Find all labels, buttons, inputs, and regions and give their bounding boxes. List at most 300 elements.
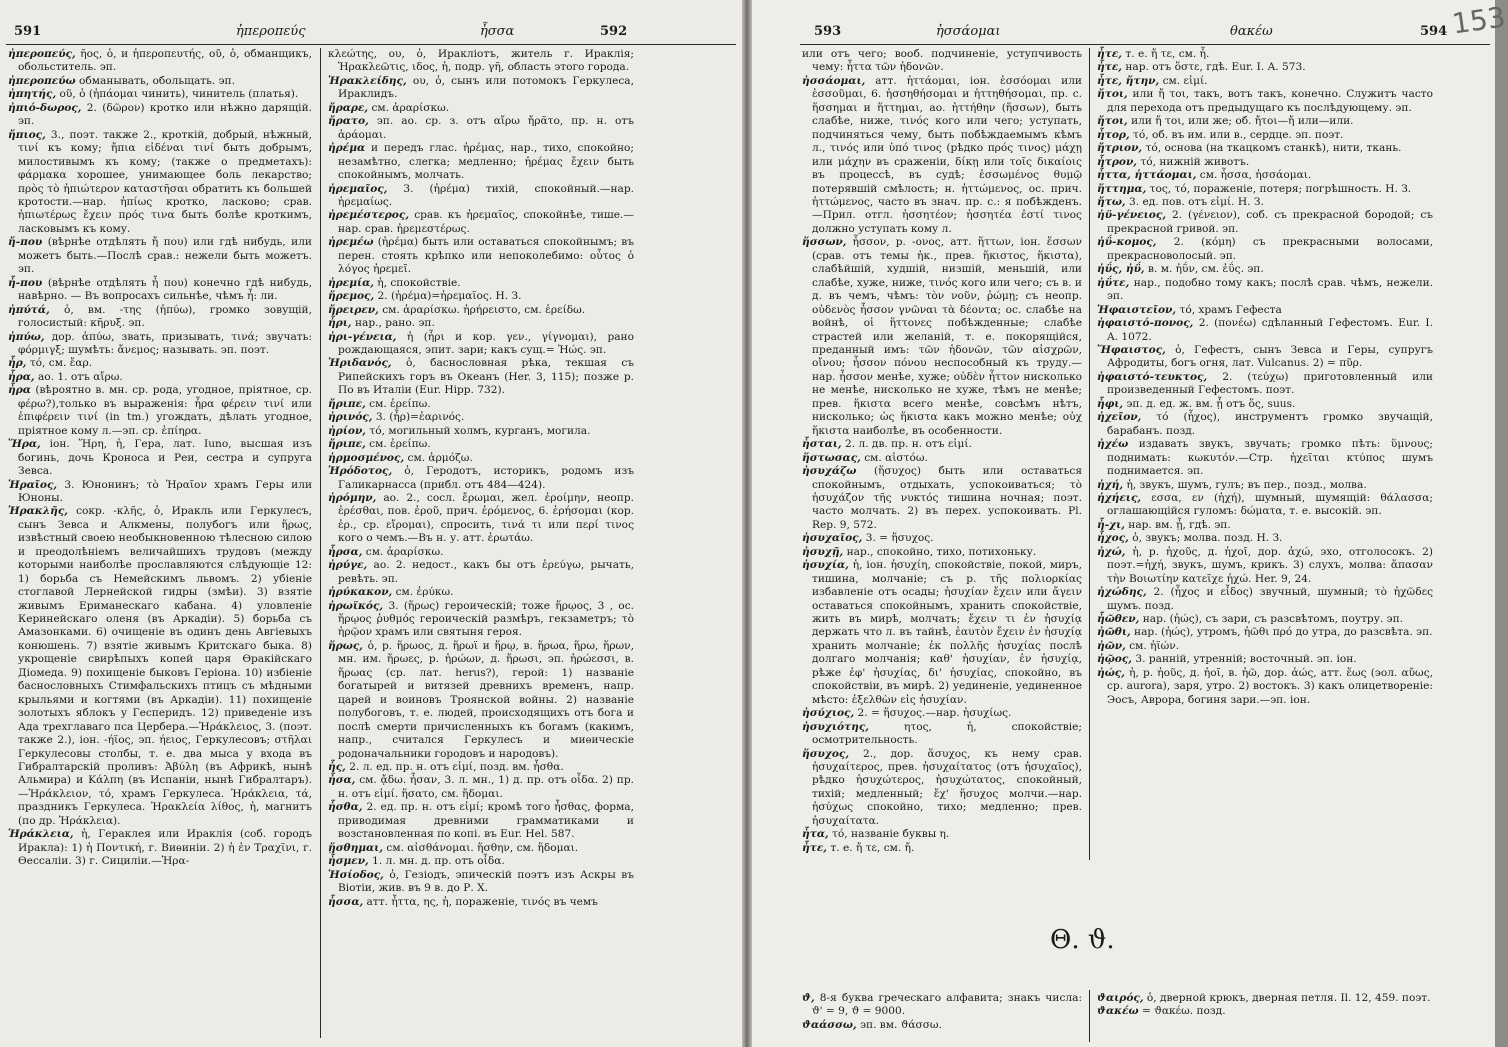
dictionary-entry [1097,626,1433,639]
entry-definition: τος, τό, пораженіе, потеря; погрѣшность. Н. З. [1149,182,1412,195]
right-page-column-2 [1097,48,1433,858]
entry-definition: 8-я буква греческаго алфавита; знакъ числа: ϑ' = 9, ϑ = 9000. [812,992,1083,1018]
entry-headword: ἦτε, [1097,61,1122,74]
entry-headword: ἦρι, [328,317,352,330]
entry-headword: ἠῶν, [1097,639,1126,652]
entry-headword: ἤτω, [1097,195,1126,208]
dictionary-entry [802,546,1082,559]
entry-definition: ὁ, Гезіодъ, эпическій поэтъ изъ Аскры въ Віотіи, жив. въ 9 в. до Р. Х. [338,868,634,895]
entry-definition: 2. = ἥσυχος.—нар. ἡσυχίως. [857,707,1012,720]
dictionary-entry [328,842,634,855]
entry-definition: см. ᾄδω. ἦσαν, 3. л. мн., 1) д. пр. отъ οἶδα. 2) пр. н. отъ εἰμί. ἥσατο, см. ἥδομαι. [338,774,634,800]
entry-headword: ἠῶθι, [1097,626,1131,639]
entry-headword: Ἥφαιστος, [1097,343,1166,356]
page-number-592: 592 [600,24,628,39]
dictionary-entry [328,398,634,411]
page-number-594: 594 [1420,24,1448,39]
entry-headword: ἠπύω, [8,330,45,343]
entry-definition: эп. ао. ср. з. отъ αἴρω ἤρᾶτο, пр. н. отъ ἀράομαι. [338,115,634,141]
dictionary-entry [328,142,634,182]
entry-definition: ητος, ἡ, спокойствіе; осмотрительность. [812,720,1082,747]
entry-definition: (вѣрнѣе отдѣлять ἤ που) или гдѣ нибудь, или можетъ быть.—Послѣ срав.: нежели быть можетъ. эп. [18,236,312,276]
dictionary-entry [802,465,1082,532]
dictionary-entry [1097,398,1433,411]
dictionary-entry [328,452,634,465]
page-number-593: 593 [814,24,842,39]
dictionary-entry [8,371,312,384]
column-divider [1089,48,1090,860]
entry-headword: ἡσσάομαι, [802,74,866,87]
entry-definition: (вѣроятно в. мн. ср. рода, угодное, пріятное, ср. φέρω?),только въ выраженія: ἦρα φέρειν τινί или ἐπιφέρειν τινί (in tm.) угождать, дѣлать угодное, пріятное кому л.—эп. ср. ἐπίηρα. [18,384,312,437]
entry-definition: см. αἰσθάνομαι. ἥσθην, см. ἥδομαι. [386,841,579,854]
column-divider [320,48,321,1038]
entry-headword: ᾔσθημαι, [328,841,384,854]
entry-definition: 3., поэт. также 2., кроткій, добрый, нѣжный, τινί къ кому; ἤπια εἰδέναι τινί быть добрымъ, милостивымъ къ кому; (также о предметахъ): φάρμακα хорошее, унимающее боль лекарство; πρὸς τὸ ἠπιώτερον καταστῆσαι обратить къ большей кротости.—нар. ἠπίως кротко, ласково; срав. ἠπιωτέρως ἔχειν πρός τινα быть болѣе кроткимъ, ласковымъ къ кому. [18,128,312,235]
entry-definition: в. м. ἠΰν, см. ἐΰς. эп. [1148,263,1264,276]
dictionary-entry [328,183,634,210]
entry-definition: нар. вм. ᾗ, гдѣ. эп. [1128,518,1231,531]
entry-headword: ἤ-που [8,236,43,249]
dictionary-entry [1097,411,1433,438]
entry-headword: ἦρα [8,384,31,397]
dictionary-entry [802,75,1082,236]
dictionary-entry [1097,169,1433,182]
entry-headword: ἦσμεν, [328,855,369,868]
entry-headword: ἧττα, ἡττάομαι, [1097,169,1197,182]
running-head-right: θακέω [1230,24,1273,39]
entry-headword: ἦτα, [802,828,829,841]
dictionary-entry [328,761,634,774]
entry-definition: ῆος, ὁ, и ἠπεροπευτής, οῦ, ὁ, обманщикъ, обольститель. эп. [18,48,312,74]
entry-headword: ἧσσα, [328,895,364,908]
entry-definition: = ϑακέω. позд. [1142,1005,1226,1018]
entry-headword: ἦσθα, [328,801,363,814]
entry-definition: или ἤ τοι, или же; об. ἤτοι—ἤ или—или. [1131,115,1354,128]
theta-entries-left [802,992,1082,1044]
entry-headword: ἡσυχῇ, [802,545,844,558]
entry-definition: издавать звукъ, звучать; громко пѣть: ὕμνους; поднимать: κωκυτόν.—Стр. ἠχεῖται κτύπος шумъ поднимается. эп. [1107,438,1433,478]
entry-definition: 2. (ἠρέμα)=ἠρεμαῖος. Н. З. [377,290,522,303]
entry-definition: ἡ, р. ἠχοῦς, д. ἠχοῖ, дор. ἀχώ, эхо, отголосокъ. 2) поэт.=ἠχή, звукъ, шумъ, крикъ. 3) слухъ, молва: ἅπασαν τὴν Βοιωτίην κατεῖχε ἠχώ. Her. 9, 24. [1107,545,1433,585]
entry-headword: ἤρατο, [328,115,369,128]
entry-headword: ἤπιος, [8,128,46,141]
dictionary-entry [1097,317,1433,344]
entry-definition: τό, основа (на ткацкомъ станкѣ), нити, ткань. [1145,142,1402,155]
dictionary-entry [8,357,312,370]
dictionary-entry [328,425,634,438]
bottom-column-divider [1089,990,1090,1042]
entry-headword: ἠρόμην, [328,491,377,504]
entry-definition: см. αἰστόω. [864,451,928,464]
entry-headword: ἡσύχιος, [802,707,855,720]
dictionary-entry [802,1019,1082,1032]
entry-definition: 2. (ἦχος и εἶδος) звучный, шумный; τὸ ἠχῶδες шумъ. позд. [1107,586,1433,612]
entry-definition: см. ἁρμόζω. [407,451,473,464]
entry-definition: или отъ чего; вооб. подчиненіе, уступчивость чему: ἧττα τῶν ἡδονῶν. [802,48,1082,74]
dictionary-entry [328,438,634,451]
dictionary-entry [1097,1005,1433,1018]
entry-headword: Ἡρακλείδης, [328,74,407,87]
entry-definition: см. εἰμί. [1162,74,1208,87]
running-head-left: ἡσσάομαι [936,24,1001,39]
entry-definition: τό (ἦχος), инструментъ громко звучащій, барабанъ. позд. [1107,411,1433,437]
entry-headword: ϑακέω [1097,1005,1139,1018]
dictionary-entry [1097,640,1433,653]
entry-definition: 2. (πονέω) сдѣланный Гефестомъ. Eur. I. A. 1072. [1107,317,1433,343]
dictionary-entry [1097,479,1433,492]
entry-definition: т. е. ἤ τε, см. ἦ. [1125,48,1210,60]
dictionary-entry [1097,492,1433,519]
dictionary-entry [802,236,1082,438]
entry-headword: ἠΰτε, [1097,276,1130,289]
entry-definition: іон. Ἥρη, ἡ, Гера, лат. Iuno, высшая изъ богинь, дочь Кроноса и Реи, сестра и супруга Зевса. [18,438,313,478]
entry-headword: ἥστωσας, [802,451,861,464]
entry-headword: ἡσυχία, [802,559,849,572]
entry-definition: 3. (ἦρ)=ἐαρινός. [375,411,465,424]
entry-definition: нар., подобно тому какъ; послѣ срав. чѣмъ, нежели. эп. [1107,276,1433,303]
dictionary-entry [328,586,634,599]
entry-headword: ἠῷος, [1097,653,1132,666]
entry-headword: ἠχήεις, [1097,491,1142,504]
entry-definition: ὁ, дверной крюкъ, дверная петля. Il. 12, 459. поэт. [1146,992,1431,1004]
entry-definition: нар. отъ ὅστε, гдѣ. Eur. I. A. 573. [1125,61,1306,74]
dictionary-entry [8,129,312,237]
entry-definition: 2. (τεύχω) приготовленный или произведенный Гефестомъ. поэт. [1107,370,1433,397]
entry-definition: οῦ, ὁ (ἠπάομαι чинить), чинитель (платья). [59,88,299,101]
entry-headword: ἠρι-γένεια, [328,330,397,343]
entry-definition: см. ἀραρίσκω. [365,545,444,558]
entry-headword: ἦτε, [1097,48,1122,60]
dictionary-entry [8,102,312,129]
header-rule [800,44,1490,45]
dictionary-entry [8,75,312,88]
dictionary-entry [802,48,1082,75]
dictionary-entry [8,88,312,101]
entry-definition: 2. ед. пр. н. отъ εἰμί; кромѣ того ἦσθας, форма, приводимая древними грамматиками и возстановленная по копі. въ Eur. Hel. 587. [338,801,634,841]
entry-definition: обманывать, обольщать. эп. [79,74,235,87]
entry-headword: ἠχεῖον, [1097,411,1142,424]
dictionary-entry [1097,48,1433,61]
section-letter-theta: Θ. ϑ. [1050,925,1115,955]
dictionary-entry [328,640,634,761]
entry-definition: дор. ἀπύω, звать, призывать, τινά; звучать: φόρμιγξ; шумѣть: ἄνεμος; называть. эп. поэт. [18,330,313,356]
entry-headword: ἡσυχαῖος, [802,532,863,545]
header-rule [6,44,736,45]
entry-definition: ὁ, вм. -της (ἠπύω), громко зовущій, голосистый: κῆρυξ. эп. [18,303,312,330]
entry-headword: ἦρσα, [328,545,363,558]
entry-headword: ἤτοι, [1097,88,1128,101]
entry-headword: ἥσσων, [802,236,847,249]
entry-definition: κλεώτης, ου, ὁ, Иракліотъ, житель г. Ираклія; Ἡρακλεῶτις, ιδος, ἡ, подр. γῆ, область этого города. [328,48,634,74]
entry-headword: ἠχή, [1097,478,1124,491]
dictionary-entry [328,277,634,290]
entry-definition: 2. (δῶρον) кротко или нѣжно дарящій. эп. [18,101,312,128]
entry-headword: Ἠριδανός, [328,357,392,370]
dictionary-entry [328,411,634,424]
dictionary-entry [328,209,634,236]
running-head-left: ἠπεροπεύς [236,24,306,39]
dictionary-entry [1097,209,1433,236]
dictionary-entry [328,236,634,276]
dictionary-entry [8,828,312,868]
dictionary-entry [8,236,312,276]
entry-headword: ἠρέμα [328,142,366,155]
left-page-column-1 [8,48,312,1038]
entry-headword: ἤτοι, [1097,115,1128,128]
dictionary-entry [802,452,1082,465]
dictionary-entry [328,290,634,303]
entry-definition: эп. вм. ϑάσσω. [860,1018,942,1031]
entry-headword: ἦ-που [8,276,43,289]
entry-headword: ἠπύτά, [8,303,50,316]
entry-headword: ἦτρον, [1097,155,1137,168]
entry-headword: ϑαάσσω, [802,1018,857,1031]
entry-definition: ао. 2. недост., какъ бы отъ ἐρεύγω, рычать, ревѣть. эп. [338,559,635,585]
dictionary-entry [1097,519,1433,532]
entry-headword: ἠρύκακον, [328,586,393,599]
entry-headword: ἧφι, [1097,397,1124,410]
entry-headword: ἦρ, [8,357,27,370]
entry-headword: ἡρμοσμένος, [328,451,405,464]
entry-headword: ἦῶθεν, [1097,613,1140,626]
dictionary-entry [1097,263,1433,276]
dictionary-entry [1097,115,1433,128]
dictionary-entry [328,855,634,868]
entry-headword: Ἥρα, [8,438,41,451]
entry-headword: ἦτε, [802,841,827,854]
entry-definition: (вѣрнѣе отдѣлять ἦ που) конечно гдѣ нибудь, навѣрно. — Въ вопросахъ сильнѣе, чѣмъ ἦ: ли. [18,276,313,303]
entry-headword: ἠπητής, [8,88,57,101]
entry-definition: ἡ (ἦρι и кор. γεν., γίγνομαι), рано рождающаяся, эпит. зари; какъ сущ.= Ἠώς. эп. [338,330,634,356]
entry-definition: ἡ, Гераклея или Ираклія (соб. городъ Иракла): 1) ἡ Ποντική, г. Виѳиніи. 2) ἡ ἐν Τραχῖνι, г. Ѳессаліи. 3) г. Сициліи.—Ἡρα- [18,828,312,868]
entry-headword: Ἡρακλῆς, [8,505,68,518]
entry-headword: ἠΰς, ἠΰ, [1097,263,1145,276]
entry-definition: ὁ, Геродотъ, историкъ, родомъ изъ Галикарнасса (прибл. отъ 484—424). [338,465,634,491]
dictionary-entry [1097,371,1433,398]
dictionary-entry [8,505,312,828]
entry-definition: τό, храмъ Гефеста [1179,303,1282,316]
pencil-annotation: 153 [1449,0,1508,41]
entry-headword: ἦτε, ἤτην, [1097,74,1160,87]
entry-definition: ἡ, спокойствіе. [377,276,461,289]
dictionary-entry [802,748,1082,829]
dictionary-entry [328,559,634,586]
entry-headword: ἠρύγε, [328,559,368,572]
entry-definition: ἧσσον, р. -ονος, атт. ἥττων, іон. ἕσσων (срав. отъ темы ἡκ., прев. ἥκιστος, ἥκιστα), слабѣйшій, худшій, низшій, меньшій, или слабѣе, хуже, ниже, τινός кого или чего; съ в. и д. въ чемъ, чѣмъ: τὸν νοῦν, ῥώμῃ; съ неопр. οὐδενὸς ἧσσον γνῶναι τὰ δέοντα; ос. слабѣе на войнѣ, οἱ ἥττονες побѣжденные; слабѣе страстей или желаній, т. е. покорящійся, преданный имъ: τῶν ἡδονῶν, τῶν αἰσχρῶν, οἴνου; ἧσσον πόνου неспособный къ труду.—нар. ἧσσον менѣе, хуже; οὐδὲν ἧττον нисколько не менѣе, нисколько не хуже, тѣмъ не менѣе; прев. ἥκιστα всего менѣе, совсѣмъ нѣтъ, нисколько; ὡς ἥκιστα какъ можно менѣе; οὐχ ἥκιστα наиболѣе, въ особенности. [812,236,1082,437]
entry-definition: τό, об. въ им. или в., сердце. эп. поэт. [1133,128,1344,141]
entry-definition: срав. къ ἠρεμαῖος, спокойнѣе, тише.—нар. срав. ἠρεμεστέρως. [338,209,634,235]
entry-definition: ао. 2., сосл. ἔρωμαι, жел. ἐροίμην, неопр. ἐρέσθαι, пов. ἐροῦ, прич. ἐρόμενος, 6. ἐρήσομαι (кор. ἐρ., ср. εἴρομαι), спросить, τινά τι или περί τινος кого о чемъ.—Въ н. у. атт. ἐρωτάω. [338,491,634,545]
entry-headword: ἠϋ-γένειος, [1097,209,1167,222]
dictionary-entry [1097,667,1433,707]
dictionary-entry [802,438,1082,451]
entry-headword: ἠπιό-δωρος, [8,101,82,114]
dictionary-entry [1097,61,1433,74]
dictionary-entry [328,115,634,142]
entry-headword: ἠρεμέω [328,236,374,249]
entry-definition: τό, могильный холмъ, курганъ, могила. [369,424,591,437]
entry-headword: ἧς, [328,761,346,774]
entry-definition: 3. (ἠρέμα) тихій, спокойный.—нар. ἠρεμαίως. [338,182,635,208]
entry-definition: атт. ἡττάομαι, іон. ἑσσόομαι или ἑσσοῦμαι, 6. ἡσσηθήσομαι и ἡττηθήσομαι, пр. с. ἥσσημαι и ἥττημαι, ао. ἡττήθην (ἥσσων), быть слабѣе, ниже, τινός кого или чего; уступать, подчиняться чему, быть побѣждаемымъ кѣмъ л., τινός или ὑπό τινος (рѣдко πρός τινος) μάχῃ или μάχην въ сраженіи, δίκῃ или τοῖς δικαίοις въ процессѣ, въ судѣ; ἑσσωμένος θυμῷ потерявшій смѣлость; н. ἡττώμενος, ос. прич. ἡττώμενος, часто въ знач. пр. с.: я побѣжденъ.—Прил. отгл. ἡσσητέον; ἡσσητέα ἐστί τινος должно уступать кому л. [812,74,1082,235]
dictionary-entry [1097,532,1433,545]
dictionary-entry [802,721,1082,748]
left-dictionary-page [0,0,742,1047]
entry-definition: 3. = ἥσυχος. [865,532,934,545]
book-gutter [742,0,752,1047]
dictionary-entry [1097,142,1433,155]
right-page-column-1 [802,48,1082,858]
dictionary-entry [8,304,312,331]
dictionary-entry [1097,196,1433,209]
running-head-right: ἧσσα [480,24,515,39]
entry-definition: см. ἀραρίσκω. ἠρήρειστο, см. ἐρείδω. [382,303,586,316]
entry-definition: τό, нижній животъ. [1140,155,1250,168]
dictionary-entry [328,896,634,909]
dictionary-entry [8,438,312,478]
dictionary-entry [8,331,312,358]
entry-headword: ἠχέω [1097,438,1129,451]
entry-definition: ἡ, іон. ἡσυχίη, спокойствіе, покой, миръ, тишина, молчаніе; съ р. τῆς πολιορκίας избавленіе отъ осады; ἡσυχίαν ἔχειν или ἄγειν оставаться спокойнымъ, хранить спокойствіе, жить въ мирѣ, молчать; ἔχειν τι ἐν ἡσυχίᾳ держать что л. въ тайнѣ, ἑαυτὸν ἔχειν ἐν ἡσυχίᾳ хранить молчаніе; ἐκ πολλῆς ἡσυχίας послѣ долгаго молчанія; καθ' ἡσυχίαν, ἐν ἡσυχίᾳ, рѣже ἐφ' ἡσυχίας, δι' ἡσυχίας, спокойно, въ спокойствіи, въ мирѣ. 2) уединеніе, уединенное мѣсто: ἐξελθὼν εἰς ἡσυχίαν. [812,559,1082,706]
entry-headword: ἥρως, [328,639,363,652]
dictionary-entry [1097,156,1433,169]
entry-definition: 3. (ἥρως) героическій; тоже ἥρῳος, 3 , ос. ἥρῳος ῥυθμός героическій размѣръ, гекзаметръ; τὸ ἡρῷον храмъ или святыня героя. [338,599,634,639]
entry-definition: ὁ, р. ἥρωος, д. ἥρωϊ и ἥρῳ, в. ἥρωα, ἥρω, ἥρων, мн. им. ἥρωες, р. ἡρώων, д. ἥρωσι, эп. ἡρώεσσι, в. ἥρωας (ср. лат. herus?), герой: 1) названіе богатырей и витязей древнихъ временъ, напр. царей и воиновъ Троянской войны. 2) названіе полубоговъ, т. е. людей, происходящихъ отъ бога и послѣ смерти причисленныхъ къ богамъ (какимъ, напр., считался Геркулесъ и миѳическіе родоначальники городовъ и народовъ). [338,639,634,760]
dictionary-entry [328,331,634,358]
entry-definition: см. ἀραρίσκω. [371,101,450,114]
entry-definition: 2. (κόμη) съ прекрасными волосами, прекрасноволосый. эп. [1107,236,1433,262]
dictionary-entry [1097,183,1433,196]
dictionary-entry [8,48,312,75]
entry-headword: ἡφαιστό-τευκτος, [1097,370,1208,383]
right-dictionary-page [752,0,1508,1047]
entry-definition: 2. л. ед. пр. н. отъ εἰμί, позд. вм. ἦσθα. [349,761,564,774]
entry-definition: 2. (γένειον), соб. съ прекрасной бородой; съ прекрасной гривой. эп. [1107,209,1433,235]
entry-definition: ἡ, р. ἠοῦς, д. ἠοῖ, в. ἠῶ, дор. ἀώς, атт. ἕως (эол. αὔως, ср. aurora), заря, утро. 2) востокъ. 3) какъ олицетвореніе: Эосъ, Аврора, богиня зари.—эп. іон. [1107,666,1433,706]
entry-headword: ἥσυχος, [802,747,850,760]
entry-definition: ἡ, звукъ, шумъ, гулъ; въ пер., позд., молва. [1126,478,1367,491]
entry-headword: ἠχώδης, [1097,586,1147,599]
entry-headword: ἤραρε, [328,101,369,114]
dictionary-entry [328,492,634,546]
dictionary-entry [328,48,634,75]
entry-definition: 1. л. мн. д. пр. отъ οἶδα. [372,855,505,868]
dictionary-entry [328,465,634,492]
entry-definition: см. ἠϊών. [1129,639,1180,652]
entry-definition: (ἠρέμα) быть или оставаться спокойнымъ; въ перен. стоять крѣпко или непоколебимо: οὗτος ὁ λόγος ἠρεμεῖ. [338,236,634,276]
entry-headword: ἦ-χι, [1097,518,1125,531]
dictionary-entry [328,102,634,115]
entry-definition: ὁ, Гефестъ, сынъ Зевса и Геры, супругъ Афродиты, богъ огня, лат. Vulcanus. 2) = πῦρ. [1107,343,1433,370]
entry-headword: ἡσυχιότης, [802,720,869,733]
dictionary-entry [1097,236,1433,263]
entry-definition: см. ἐρύκω. [395,586,454,599]
dictionary-entry [1097,586,1433,613]
entry-definition: ὁ, баснословная рѣка, текшая съ Рипейскихъ горъ въ Океанъ (Her. 3, 115); позже р. По въ Италіи (Eur. Hipp. 732). [338,357,634,397]
dictionary-entry [328,317,634,330]
entry-headword: ἤρειρεν, [328,303,379,316]
entry-definition: 3. ранній, утренній; восточный. эп. іон. [1135,653,1357,666]
entry-definition: т. е. ἤ τε, см. ἤ. [830,841,915,854]
dictionary-entry [1097,88,1433,115]
entry-headword: ἤτριον, [1097,142,1143,155]
dictionary-entry [328,75,634,102]
dictionary-entry [802,707,1082,720]
left-page-column-2 [328,48,634,1038]
entry-definition: атт. ἧττα, ης, ἡ, пораженіе, τινός въ чемъ [366,895,598,908]
dictionary-entry [1097,992,1433,1005]
entry-definition: см. ἐρείπω. [369,397,431,410]
dictionary-entry [1097,546,1433,586]
entry-headword: ϑαιρός, [1097,992,1144,1004]
dictionary-entry [802,532,1082,545]
dictionary-entry [802,828,1082,841]
entry-headword: ἠώς, [1097,666,1125,679]
entry-definition: нар. (ἠώς), утромъ, ἠῶθι πρό до утра, до разсвѣта. эп. [1134,626,1433,639]
dictionary-entry [802,559,1082,707]
entry-definition: сокр. -κλῆς, ὁ, Иракль или Геркулесъ, сынъ Зевса и Алкмены, полубогъ или ἥρως, извѣстный своею необыкновенною тѣлесною силою и преодолѣніемъ величайшихъ трудовъ (между которыми наиболѣе прославляются слѣдующіе 12: 1) борьба съ Немейскимъ львомъ. 2) убіеніе стоглавой Лернейской гидры (змѣи). 3) взятіе живымъ Ериманескаго кабана. 4) уловленіе Керинейскаго оленя (въ Аркадіи). 5) борьба съ Амазонками. 6) очищеніе въ одинъ день Авгіевыхъ конюшень. 7) взятіе живымъ Критскаго быка. 8) укрощеніе свирѣпыхъ копей царя Ѳракійскаго Діомеда. 9) похищеніе быковъ Геріона. 10) избіеніе баснословныхъ Стимфальскихъ птицъ съ мѣдными крыльями и когтями (въ Аркадіи). 11) похищеніе золотыхъ яблокъ у Гесперидъ. 12) приведеніе изъ Ада трехглаваго пса Цербера.—Ἡράκλειος, 3. (поэт. также 2.), іон. -ήϊος, эп. ήειος, Геркулесовъ; στῆλαι Геркулесовы столбы, т. е. два мыса у входа въ Гибралтарскій проливъ: Ἀβύλη (въ Африкѣ, нынѣ Альмира) и Κάλπη (въ Испаніи, нынѣ Гибралтаръ).—Ἡράκλειον, τό, храмъ Геркулеса. Ἡράκλεια, τά, праздникъ Геркулеса. Ἡρακλεία λίθος, ἡ, магнитъ (по др. Ἡράκλεια). [18,505,312,827]
dictionary-entry [1097,653,1433,666]
entry-definition: 3. Юнонинъ; τὸ Ἡραῖον храмъ Геры или Юноны. [18,478,312,504]
entry-headword: ἠπεροπεύω [8,74,76,87]
dictionary-entry [802,992,1082,1019]
entry-definition: эп. д. ед. ж. вм. ᾗ отъ ὅς, suus. [1126,397,1296,410]
entry-headword: ἠπεροπεύς, [8,48,76,60]
entry-definition: 2., дор. ἅσυχος, къ нему срав. ἡσυχαίτερος, прев. ἡσυχαίτατος (отъ ἡσυχαῖος), рѣдко ἡσυχώτερος, ἡσυχώτατος, спокойный, тихій; медленный; ἔχ' ἥσυχος молчи.—нар. ἡσύχως спокойно, тихо; медленно; прев. ἡσυχαίτατα. [812,747,1082,827]
dictionary-entry [1097,613,1433,626]
entry-definition: ου, ὁ, сынъ или потомокъ Геркулеса, Ираклидъ. [338,74,634,101]
entry-headword: ϑ, [802,992,815,1004]
dictionary-entry [802,842,1082,855]
entry-definition: и передъ глас. ἠρέμας, нар., тихо, спокойно; незамѣтно, слегка; медленно; ἠρέμας ἔχειν быть спокойнымъ, молчать. [338,142,635,182]
dictionary-entry [328,546,634,559]
dictionary-entry [1097,129,1433,142]
entry-definition: ао. 1. отъ αἴρω. [37,370,123,383]
dictionary-entry [328,304,634,317]
entry-headword: ἦσα, [328,774,356,787]
entry-definition: или ἤ τοι, такъ, вотъ такъ, конечно. Служитъ часто для перехода отъ предыдущаго къ послѣдующему. эп. [1107,88,1433,114]
dictionary-entry [1097,344,1433,371]
dictionary-entry [328,869,634,896]
entry-headword: ἦχος, [1097,532,1129,545]
entry-headword: ἦτορ, [1097,128,1130,141]
dictionary-entry [1097,75,1433,88]
entry-definition: см. ἧσσα, ἡσσάομαι. [1199,169,1312,182]
entry-headword: ἤριπε, [328,397,366,410]
entry-definition: εσσα, εν (ἠχή), шумный, шумящій: θάλασσα; оглашающійся гуломъ: δώματα, т. е. высокій. эп. [1107,491,1434,518]
entry-headword: ἠχώ, [1097,545,1126,558]
page-number-591: 591 [14,24,42,39]
entry-headword: ἠρίον, [328,424,366,437]
dictionary-entry [1097,277,1433,304]
entry-definition: ὁ, звукъ; молва. позд. Н. З. [1132,532,1283,545]
entry-definition: нар. (ἠώς), съ зари, съ разсвѣтомъ, поутру. эп. [1142,613,1404,626]
entry-headword: Ἡφαιστεῖον, [1097,303,1177,316]
dictionary-entry [1097,304,1433,317]
entry-headword: Ἡσίοδος, [328,868,384,881]
entry-headword: ἠρεμία, [328,276,374,289]
entry-definition: 3. ед. пов. отъ εἰμί. Н. З. [1128,195,1264,208]
entry-headword: ἤρεμος, [328,290,375,303]
entry-definition: нар., спокойно, тихо, потихоньку. [846,545,1037,558]
entry-headword: Ἡράκλεια, [8,828,74,841]
entry-definition: нар., рано. эп. [354,317,435,330]
entry-headword: ἠρεμέστερος, [328,209,410,222]
dictionary-entry [1097,438,1433,478]
dictionary-entry [328,357,634,397]
entry-headword: ἡρωϊκός, [328,599,384,612]
entry-headword: Ἡρόδοτος, [328,465,393,478]
